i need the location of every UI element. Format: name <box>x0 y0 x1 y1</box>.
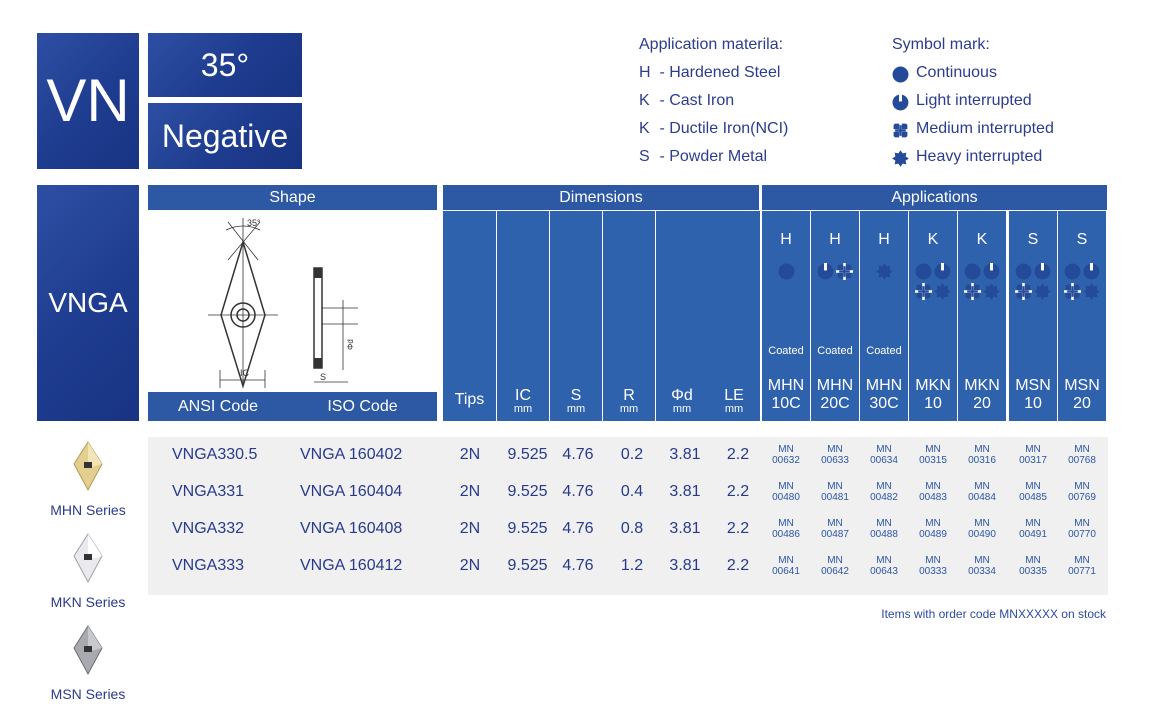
angle-label: 35° <box>200 47 250 83</box>
materials-legend <box>639 36 869 176</box>
app-grade-line2: 10C <box>771 395 801 412</box>
app-grade-line2: 20 <box>1073 395 1091 412</box>
order-code-number: 00770 <box>1068 529 1096 540</box>
material-letter: H <box>639 64 651 81</box>
app-column <box>1058 211 1106 421</box>
material-name: Powder Metal <box>669 148 768 165</box>
order-code <box>860 444 908 466</box>
msn-series-label: MSN Series <box>50 686 126 702</box>
symbols-legend <box>892 36 1122 176</box>
order-code-number: 00634 <box>870 455 898 466</box>
cell-iso: VNGA 160408 <box>300 520 403 537</box>
dim-column-ic <box>497 211 549 421</box>
order-code-number: 00334 <box>968 566 996 577</box>
medium-interrupted-icon <box>836 263 853 280</box>
dim-unit: mm <box>672 403 692 415</box>
order-code-prefix: MN <box>1074 444 1090 455</box>
continuous-icon <box>915 263 932 280</box>
cell-ic: 9.525 <box>507 557 548 574</box>
order-code <box>1009 444 1057 466</box>
light-interrupted-icon <box>817 263 834 280</box>
applications-header: Applications <box>762 185 1107 210</box>
order-code <box>1058 481 1106 503</box>
order-code-number: 00482 <box>870 492 898 503</box>
angle-block <box>148 33 302 97</box>
app-grade-line2: 30C <box>869 395 899 412</box>
light-interrupted-icon <box>1034 263 1051 280</box>
order-code-prefix: MN <box>1025 444 1041 455</box>
cell-r: 0.2 <box>620 446 644 463</box>
order-code-prefix: MN <box>778 481 794 492</box>
dim-column-φd <box>656 211 708 421</box>
order-code-number: 00480 <box>772 492 800 503</box>
order-code <box>762 555 810 577</box>
order-code <box>1058 555 1106 577</box>
table-row <box>0 479 1156 513</box>
order-code-number: 00317 <box>1019 455 1047 466</box>
order-code <box>909 555 957 577</box>
app-grade-line1: MKN <box>964 377 1000 394</box>
order-code-prefix: MN <box>876 444 892 455</box>
shape-header: Shape <box>148 185 437 210</box>
tips-column <box>443 211 496 421</box>
app-grade-line2: 20 <box>973 395 991 412</box>
app-symbols <box>860 261 908 281</box>
order-code <box>958 518 1006 540</box>
brand-code-block <box>37 33 139 169</box>
order-code <box>762 444 810 466</box>
order-code-prefix: MN <box>827 555 843 566</box>
order-code-number: 00641 <box>772 566 800 577</box>
symbols-title: Symbol mark: <box>892 36 990 53</box>
table-row <box>0 553 1156 587</box>
app-material: H <box>780 231 792 248</box>
order-code <box>811 481 859 503</box>
order-code <box>860 518 908 540</box>
symbol-item <box>892 120 1122 148</box>
symbol-item <box>892 64 1122 92</box>
cell-ic: 9.525 <box>507 446 548 463</box>
order-code-prefix: MN <box>925 518 941 529</box>
heavy-interrupted-icon <box>983 283 1000 300</box>
app-column <box>762 211 810 421</box>
order-code <box>860 481 908 503</box>
series-mhn <box>37 436 139 522</box>
app-coated: Coated <box>817 345 853 357</box>
cell-ic: 9.525 <box>507 483 548 500</box>
material-name: Cast Iron <box>669 92 735 109</box>
order-code-number: 00768 <box>1068 455 1096 466</box>
series-block <box>37 185 139 421</box>
order-code <box>958 444 1006 466</box>
app-grade-line1: MKN <box>915 377 951 394</box>
ic-text: IC <box>240 368 249 378</box>
order-code-prefix: MN <box>876 555 892 566</box>
app-symbols <box>811 261 859 281</box>
order-code <box>909 481 957 503</box>
material-letter: K <box>639 120 650 137</box>
app-column <box>958 211 1006 421</box>
order-code-number: 00486 <box>772 529 800 540</box>
shape-diagram <box>148 210 437 392</box>
app-material: K <box>927 231 939 248</box>
app-column <box>811 211 859 421</box>
order-code-number: 00481 <box>821 492 849 503</box>
dim-label: Φd <box>671 387 693 404</box>
app-grade-line2: 10 <box>924 395 942 412</box>
dim-label: LE <box>724 387 744 404</box>
material-item: S - Powder Metal <box>639 148 768 165</box>
material-name: Hardened Steel <box>669 64 781 81</box>
material-item: K - Ductile Iron(NCI) <box>639 120 789 137</box>
series-code: VNGA <box>48 287 128 318</box>
order-code <box>1058 518 1106 540</box>
dim-unit: mm <box>566 403 586 415</box>
medium-interrupted-icon <box>892 122 909 139</box>
app-material: H <box>878 231 890 248</box>
mhn-series-label: MHN Series <box>50 502 126 518</box>
cell-le: 2.2 <box>726 446 750 463</box>
cell-r: 0.8 <box>620 520 644 537</box>
type-block <box>148 103 302 169</box>
order-code <box>811 518 859 540</box>
order-code-number: 00769 <box>1068 492 1096 503</box>
app-symbols <box>1009 261 1057 301</box>
medium-interrupted-icon <box>964 283 981 300</box>
heavy-interrupted-icon <box>892 150 909 167</box>
cell-s: 4.76 <box>562 557 594 574</box>
dim-label: S <box>570 387 582 404</box>
app-grade-line1: MSN <box>1015 377 1051 394</box>
order-code-prefix: MN <box>925 481 941 492</box>
side-view-outline <box>314 268 322 368</box>
app-grade-line1: MHN <box>865 377 903 394</box>
order-code-prefix: MN <box>1074 555 1090 566</box>
order-code-prefix: MN <box>876 481 892 492</box>
order-code-prefix: MN <box>778 518 794 529</box>
cell-iso: VNGA 160404 <box>300 483 403 500</box>
cell-le: 2.2 <box>726 557 750 574</box>
cell-s: 4.76 <box>562 483 594 500</box>
order-code <box>1009 518 1057 540</box>
continuous-icon <box>1015 263 1032 280</box>
cell-le: 2.2 <box>726 520 750 537</box>
order-code <box>762 518 810 540</box>
order-code-prefix: MN <box>778 444 794 455</box>
symbol-name: Medium interrupted <box>916 120 1054 137</box>
cell-le: 2.2 <box>726 483 750 500</box>
order-code-prefix: MN <box>1074 518 1090 529</box>
app-material: S <box>1027 231 1039 248</box>
order-code-prefix: MN <box>974 518 990 529</box>
order-code-number: 00491 <box>1019 529 1047 540</box>
symbol-name: Light interrupted <box>916 92 1032 109</box>
mhn-insert-image <box>37 436 139 496</box>
light-interrupted-icon <box>892 94 909 111</box>
app-grade-line2: 20C <box>820 395 850 412</box>
s-text: S <box>320 372 327 382</box>
cell-ansi: VNGA333 <box>172 557 245 574</box>
cell-tips: 2N <box>459 520 481 537</box>
cell-ansi: VNGA331 <box>172 483 245 500</box>
order-code-number: 00335 <box>1019 566 1047 577</box>
cell-ic: 9.525 <box>507 520 548 537</box>
order-code-prefix: MN <box>974 444 990 455</box>
dim-label: IC <box>515 387 531 404</box>
order-code-number: 00487 <box>821 529 849 540</box>
order-code-prefix: MN <box>1025 481 1041 492</box>
order-code-number: 00483 <box>919 492 947 503</box>
cell-s: 4.76 <box>562 446 594 463</box>
material-letter: K <box>639 92 650 109</box>
material-item: K - Cast Iron <box>639 92 735 109</box>
type-label: Negative <box>161 118 289 154</box>
material-item: H - Hardened Steel <box>639 64 781 81</box>
app-grade-line1: MHN <box>767 377 805 394</box>
tips-header: Tips <box>454 391 485 408</box>
order-code-prefix: MN <box>827 481 843 492</box>
order-code-number: 00642 <box>821 566 849 577</box>
app-grade-line1: MSN <box>1064 377 1100 394</box>
order-code <box>860 555 908 577</box>
order-code-prefix: MN <box>974 481 990 492</box>
order-code-number: 00633 <box>821 455 849 466</box>
app-column <box>909 211 957 421</box>
dim-column-le <box>708 211 760 421</box>
cell-ansi: VNGA330.5 <box>172 446 258 463</box>
cell-tips: 2N <box>459 483 481 500</box>
order-code-prefix: MN <box>827 518 843 529</box>
symbol-item <box>892 148 1122 176</box>
mkn-insert-image <box>37 528 139 588</box>
table-row <box>0 516 1156 550</box>
d-text: Φd <box>346 339 355 350</box>
cell-d: 3.81 <box>669 446 701 463</box>
symbol-name: Heavy interrupted <box>916 148 1043 165</box>
brand-code: VN <box>46 67 130 134</box>
order-code-prefix: MN <box>1025 518 1041 529</box>
app-column <box>1009 211 1057 421</box>
order-code-prefix: MN <box>1074 481 1090 492</box>
dim-unit: mm <box>513 403 533 415</box>
order-code <box>1009 555 1057 577</box>
continuous-icon <box>964 263 981 280</box>
order-code-prefix: MN <box>778 555 794 566</box>
order-code <box>811 555 859 577</box>
order-code-number: 00643 <box>870 566 898 577</box>
order-code-number: 00333 <box>919 566 947 577</box>
material-name: Ductile Iron(NCI) <box>669 120 789 137</box>
series-msn <box>37 620 139 706</box>
angle-text: 35° <box>247 218 261 228</box>
order-code-prefix: MN <box>974 555 990 566</box>
light-interrupted-icon <box>1083 263 1100 280</box>
continuous-icon <box>1064 263 1081 280</box>
ansi-header: ANSI Code <box>148 392 288 421</box>
app-material: S <box>1076 231 1088 248</box>
cell-iso: VNGA 160412 <box>300 557 403 574</box>
msn-insert-image <box>37 620 139 680</box>
iso-header: ISO Code <box>288 392 437 421</box>
order-code-number: 00771 <box>1068 566 1096 577</box>
dim-label: R <box>623 387 635 404</box>
table-row <box>0 442 1156 476</box>
app-symbols <box>909 261 957 301</box>
order-code <box>811 444 859 466</box>
heavy-interrupted-icon <box>934 283 951 300</box>
light-interrupted-icon <box>934 263 951 280</box>
order-code <box>909 518 957 540</box>
dim-column-r <box>603 211 655 421</box>
heavy-interrupted-icon <box>1034 283 1051 300</box>
order-code-prefix: MN <box>1025 555 1041 566</box>
medium-interrupted-icon <box>1064 283 1081 300</box>
order-code <box>762 481 810 503</box>
order-code-prefix: MN <box>876 518 892 529</box>
order-code-number: 00484 <box>968 492 996 503</box>
app-symbols <box>1058 261 1106 301</box>
order-code <box>1058 444 1106 466</box>
symbol-item <box>892 92 1122 120</box>
order-code <box>909 444 957 466</box>
medium-interrupted-icon <box>915 283 932 300</box>
materials-title: Application materila: <box>639 36 784 53</box>
symbol-name: Continuous <box>916 64 997 81</box>
light-interrupted-icon <box>983 263 1000 280</box>
cell-r: 1.2 <box>620 557 644 574</box>
cell-d: 3.81 <box>669 483 701 500</box>
cell-d: 3.81 <box>669 557 701 574</box>
order-code-number: 00316 <box>968 455 996 466</box>
mkn-series-label: MKN Series <box>50 594 126 610</box>
cell-r: 0.4 <box>620 483 644 500</box>
app-coated: Coated <box>768 345 804 357</box>
series-mkn <box>37 528 139 614</box>
order-code-number: 00490 <box>968 529 996 540</box>
cell-iso: VNGA 160402 <box>300 446 403 463</box>
app-material: K <box>976 231 988 248</box>
cell-d: 3.81 <box>669 520 701 537</box>
order-code-prefix: MN <box>925 555 941 566</box>
app-symbols <box>762 261 810 281</box>
cell-ansi: VNGA332 <box>172 520 245 537</box>
stock-footnote: Items with order code MNXXXXX on stock <box>881 607 1106 621</box>
continuous-icon <box>778 263 795 280</box>
cell-tips: 2N <box>459 446 481 463</box>
order-code <box>958 481 1006 503</box>
insert-drawing <box>148 210 437 392</box>
cell-s: 4.76 <box>562 520 594 537</box>
order-code-number: 00632 <box>772 455 800 466</box>
dimensions-header: Dimensions <box>443 185 759 210</box>
cell-tips: 2N <box>459 557 481 574</box>
app-column <box>860 211 908 421</box>
dim-unit: mm <box>724 403 744 415</box>
app-material: H <box>829 231 841 248</box>
continuous-icon <box>892 66 909 83</box>
heavy-interrupted-icon <box>1083 283 1100 300</box>
order-code-prefix: MN <box>925 444 941 455</box>
heavy-interrupted-icon <box>876 263 893 280</box>
order-code <box>958 555 1006 577</box>
order-code-number: 00315 <box>919 455 947 466</box>
order-code-prefix: MN <box>827 444 843 455</box>
order-code-number: 00488 <box>870 529 898 540</box>
medium-interrupted-icon <box>1015 283 1032 300</box>
order-code <box>1009 481 1057 503</box>
order-code-number: 00489 <box>919 529 947 540</box>
order-code-number: 00485 <box>1019 492 1047 503</box>
app-coated: Coated <box>866 345 902 357</box>
dim-column-s <box>550 211 602 421</box>
dim-unit: mm <box>619 403 639 415</box>
app-grade-line1: MHN <box>816 377 854 394</box>
app-symbols <box>958 261 1006 301</box>
app-grade-line2: 10 <box>1024 395 1042 412</box>
material-letter: S <box>639 148 650 165</box>
